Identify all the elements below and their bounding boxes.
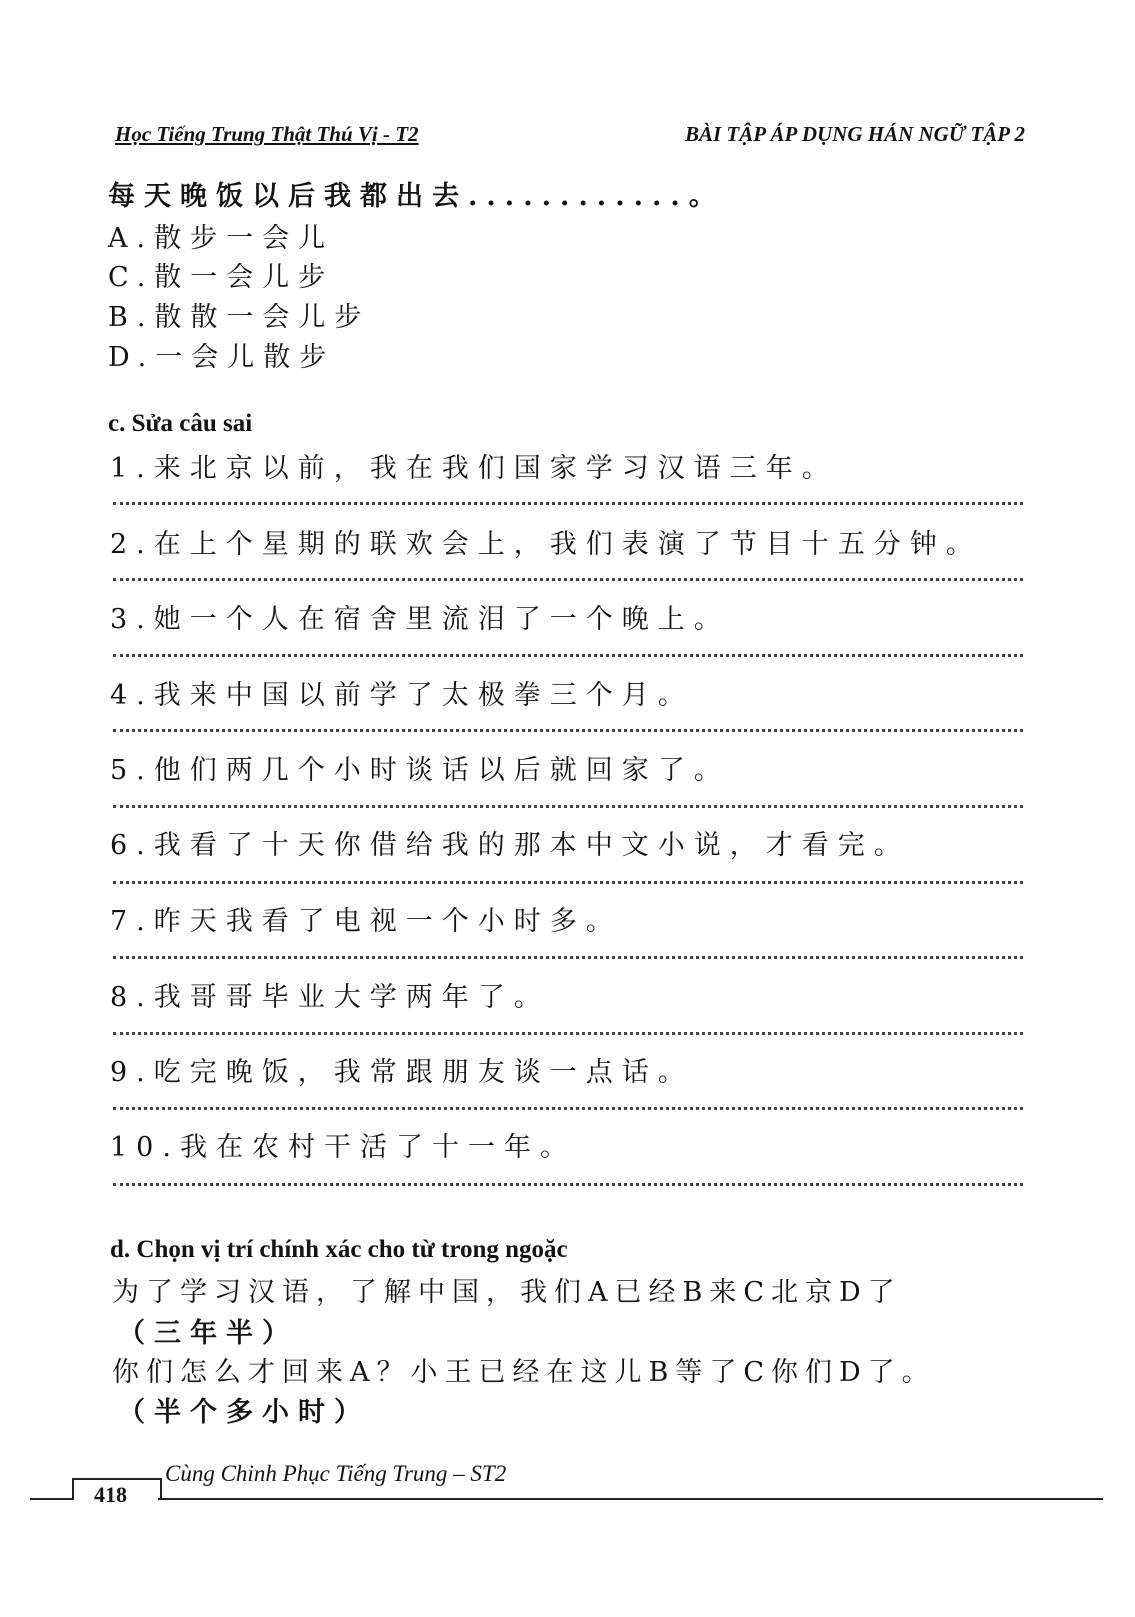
question-stem: 每天晚饭以后我都出去............。	[108, 181, 725, 212]
sentence-4: 4.我来中国以前学了太极拳三个月。	[110, 680, 694, 711]
answer-line-4	[113, 729, 1023, 732]
sentence-6: 6.我看了十天你借给我的那本中文小说，才看完。	[110, 830, 910, 861]
answer-line-1	[113, 502, 1023, 505]
answer-line-3	[113, 654, 1023, 657]
sentence-9: 9.吃完晚饭，我常跟朋友谈一点话。	[110, 1057, 694, 1088]
option-a: A.散步一会儿	[108, 223, 335, 254]
sentence-8: 8.我哥哥毕业大学两年了。	[110, 982, 550, 1013]
sentence-3: 3.她一个人在宿舍里流泪了一个晚上。	[110, 604, 730, 635]
answer-line-2	[113, 578, 1023, 581]
sentence-10: 10.我在农村干活了十一年。	[110, 1132, 576, 1163]
placement-word-2: （半个多小时）	[118, 1397, 370, 1428]
sentence-7: 7.昨天我看了电视一个小时多。	[110, 906, 622, 937]
answer-line-8	[113, 1032, 1023, 1035]
option-b: B.散散一会儿步	[108, 302, 371, 333]
option-d: D.一会儿散步	[108, 342, 336, 373]
placement-word-1: （三年半）	[118, 1318, 298, 1349]
answer-line-5	[113, 805, 1023, 808]
answer-line-10	[113, 1183, 1023, 1186]
sentence-5: 5.他们两几个小时谈话以后就回家了。	[110, 755, 730, 786]
section-d-title: d. Chọn vị trí chính xác cho từ trong ngoặc	[110, 1236, 568, 1263]
footer-title: Cùng Chinh Phục Tiếng Trung – ST2	[165, 1461, 507, 1486]
page-number: 418	[94, 1482, 127, 1507]
answer-line-9	[113, 1107, 1023, 1110]
section-c-title: c. Sửa câu sai	[108, 410, 253, 437]
running-head-left: Học Tiếng Trung Thật Thú Vị - T2	[115, 122, 419, 146]
footer-rule	[158, 1498, 1103, 1500]
sentence-2: 2.在上个星期的联欢会上，我们表演了节目十五分钟。	[110, 529, 982, 560]
placement-question-1: 为了学习汉语，了解中国，我们A已经B来C北京D了	[112, 1277, 902, 1308]
footer-rule-left	[30, 1498, 72, 1500]
answer-line-6	[113, 881, 1023, 884]
option-c: C.散一会儿步	[108, 262, 335, 293]
placement-question-2: 你们怎么才回来A？小王已经在这儿B等了C你们D了。	[112, 1357, 936, 1388]
running-head-right: BÀI TẬP ÁP DỤNG HÁN NGỮ TẬP 2	[684, 122, 1025, 146]
answer-line-7	[113, 956, 1023, 959]
sentence-1: 1.来北京以前，我在我们国家学习汉语三年。	[110, 453, 838, 484]
